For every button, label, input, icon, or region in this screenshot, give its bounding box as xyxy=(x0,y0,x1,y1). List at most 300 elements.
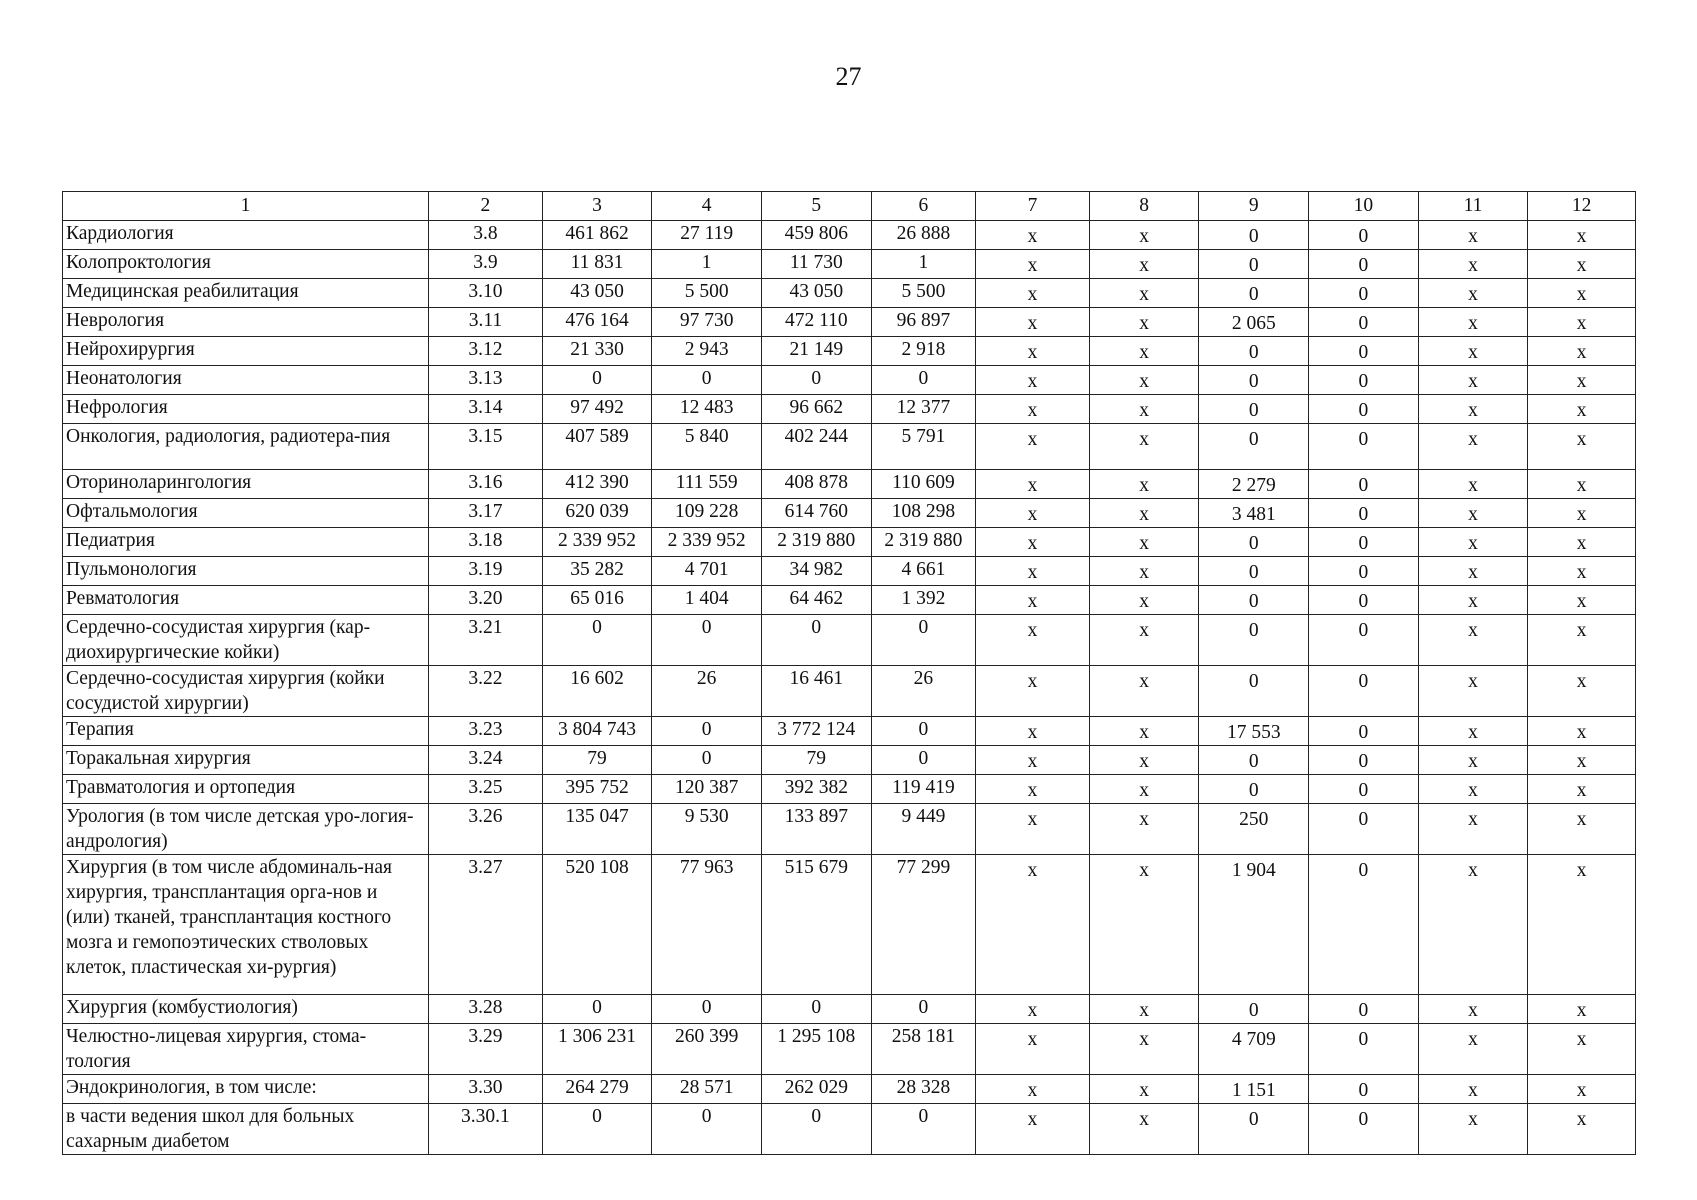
row-name-cell: Неонатология xyxy=(63,366,429,395)
col12-cell: x xyxy=(1528,1104,1636,1155)
col5-cell: 96 662 xyxy=(761,395,871,424)
col9-cell: 0 xyxy=(1199,995,1309,1024)
table-row xyxy=(63,395,1636,424)
page-number: 27 xyxy=(835,62,862,91)
column-number-1: 1 xyxy=(63,192,429,221)
col7-cell: x xyxy=(976,366,1090,395)
row-code-cell: 3.21 xyxy=(429,615,543,666)
col4-cell: 2 943 xyxy=(652,337,762,366)
col11-cell: x xyxy=(1418,666,1528,717)
row-name-cell: Эндокринология, в том числе: xyxy=(63,1075,429,1104)
col8-cell: x xyxy=(1089,279,1199,308)
col6-cell: 26 xyxy=(871,666,976,717)
col11-cell: x xyxy=(1418,366,1528,395)
row-name-cell: Терапия xyxy=(63,717,429,746)
col7-cell: x xyxy=(976,666,1090,717)
col4-cell: 109 228 xyxy=(652,499,762,528)
col3-cell: 11 831 xyxy=(542,250,652,279)
table-row xyxy=(63,470,1636,499)
col11-cell: x xyxy=(1418,746,1528,775)
col4-cell: 1 xyxy=(652,250,762,279)
col10-cell: 0 xyxy=(1309,746,1419,775)
row-code-cell: 3.30.1 xyxy=(429,1104,543,1155)
col7-cell: x xyxy=(976,499,1090,528)
col11-cell: x xyxy=(1418,1104,1528,1155)
column-number-12: 12 xyxy=(1528,192,1636,221)
row-code-cell: 3.26 xyxy=(429,804,543,855)
col3-cell: 407 589 xyxy=(542,424,652,470)
col7-cell: x xyxy=(976,804,1090,855)
column-number-7: 7 xyxy=(976,192,1090,221)
col9-cell: 0 xyxy=(1199,666,1309,717)
row-code-cell: 3.13 xyxy=(429,366,543,395)
table-row xyxy=(63,1104,1636,1155)
col6-cell: 12 377 xyxy=(871,395,976,424)
table-row xyxy=(63,746,1636,775)
column-number-4: 4 xyxy=(652,192,762,221)
row-code-cell: 3.18 xyxy=(429,528,543,557)
col5-cell: 79 xyxy=(761,746,871,775)
col5-cell: 0 xyxy=(761,995,871,1024)
col10-cell: 0 xyxy=(1309,528,1419,557)
col10-cell: 0 xyxy=(1309,1024,1419,1075)
col3-cell: 461 862 xyxy=(542,221,652,250)
col8-cell: x xyxy=(1089,855,1199,995)
col12-cell: x xyxy=(1528,424,1636,470)
col7-cell: x xyxy=(976,615,1090,666)
col8-cell: x xyxy=(1089,424,1199,470)
col3-cell: 0 xyxy=(542,366,652,395)
table-row xyxy=(63,499,1636,528)
col5-cell: 0 xyxy=(761,615,871,666)
col11-cell: x xyxy=(1418,615,1528,666)
col10-cell: 0 xyxy=(1309,221,1419,250)
column-number-11: 11 xyxy=(1418,192,1528,221)
col8-cell: x xyxy=(1089,586,1199,615)
row-code-cell: 3.23 xyxy=(429,717,543,746)
row-code-cell: 3.8 xyxy=(429,221,543,250)
col3-cell: 395 752 xyxy=(542,775,652,804)
table-row xyxy=(63,528,1636,557)
col6-cell: 0 xyxy=(871,1104,976,1155)
row-code-cell: 3.20 xyxy=(429,586,543,615)
col5-cell: 1 295 108 xyxy=(761,1024,871,1075)
col7-cell: x xyxy=(976,855,1090,995)
col7-cell: x xyxy=(976,424,1090,470)
col6-cell: 110 609 xyxy=(871,470,976,499)
col5-cell: 43 050 xyxy=(761,279,871,308)
col3-cell: 43 050 xyxy=(542,279,652,308)
column-number-10: 10 xyxy=(1309,192,1419,221)
col10-cell: 0 xyxy=(1309,775,1419,804)
col7-cell: x xyxy=(976,470,1090,499)
table-row xyxy=(63,995,1636,1024)
col9-cell: 0 xyxy=(1199,746,1309,775)
col6-cell: 9 449 xyxy=(871,804,976,855)
row-name-cell: Пульмонология xyxy=(63,557,429,586)
col3-cell: 3 804 743 xyxy=(542,717,652,746)
col6-cell: 96 897 xyxy=(871,308,976,337)
col11-cell: x xyxy=(1418,395,1528,424)
col11-cell: x xyxy=(1418,337,1528,366)
col4-cell: 77 963 xyxy=(652,855,762,995)
col8-cell: x xyxy=(1089,557,1199,586)
row-code-cell: 3.30 xyxy=(429,1075,543,1104)
col9-cell: 1 151 xyxy=(1199,1075,1309,1104)
col3-cell: 135 047 xyxy=(542,804,652,855)
col11-cell: x xyxy=(1418,279,1528,308)
col8-cell: x xyxy=(1089,250,1199,279)
col7-cell: x xyxy=(976,557,1090,586)
col9-cell: 3 481 xyxy=(1199,499,1309,528)
col11-cell: x xyxy=(1418,557,1528,586)
row-code-cell: 3.29 xyxy=(429,1024,543,1075)
col8-cell: x xyxy=(1089,804,1199,855)
col10-cell: 0 xyxy=(1309,424,1419,470)
row-code-cell: 3.17 xyxy=(429,499,543,528)
col11-cell: x xyxy=(1418,221,1528,250)
col9-cell: 1 904 xyxy=(1199,855,1309,995)
col7-cell: x xyxy=(976,279,1090,308)
col10-cell: 0 xyxy=(1309,470,1419,499)
col9-cell: 17 553 xyxy=(1199,717,1309,746)
table-row xyxy=(63,1024,1636,1075)
col6-cell: 5 500 xyxy=(871,279,976,308)
col11-cell: x xyxy=(1418,424,1528,470)
col11-cell: x xyxy=(1418,775,1528,804)
col9-cell: 0 xyxy=(1199,557,1309,586)
col10-cell: 0 xyxy=(1309,855,1419,995)
col12-cell: x xyxy=(1528,250,1636,279)
col6-cell: 0 xyxy=(871,717,976,746)
col7-cell: x xyxy=(976,775,1090,804)
col12-cell: x xyxy=(1528,221,1636,250)
col10-cell: 0 xyxy=(1309,250,1419,279)
row-name-cell: Торакальная хирургия xyxy=(63,746,429,775)
col4-cell: 0 xyxy=(652,746,762,775)
col8-cell: x xyxy=(1089,746,1199,775)
col10-cell: 0 xyxy=(1309,366,1419,395)
col5-cell: 64 462 xyxy=(761,586,871,615)
col5-cell: 614 760 xyxy=(761,499,871,528)
row-name-cell: Нефрология xyxy=(63,395,429,424)
table-row xyxy=(63,424,1636,470)
col6-cell: 258 181 xyxy=(871,1024,976,1075)
col12-cell: x xyxy=(1528,804,1636,855)
col7-cell: x xyxy=(976,586,1090,615)
row-code-cell: 3.27 xyxy=(429,855,543,995)
row-code-cell: 3.9 xyxy=(429,250,543,279)
table-row xyxy=(63,586,1636,615)
col4-cell: 26 xyxy=(652,666,762,717)
row-code-cell: 3.14 xyxy=(429,395,543,424)
col5-cell: 262 029 xyxy=(761,1075,871,1104)
table-row xyxy=(63,279,1636,308)
col7-cell: x xyxy=(976,995,1090,1024)
col6-cell: 0 xyxy=(871,366,976,395)
col11-cell: x xyxy=(1418,308,1528,337)
col4-cell: 0 xyxy=(652,995,762,1024)
col5-cell: 408 878 xyxy=(761,470,871,499)
col7-cell: x xyxy=(976,308,1090,337)
row-code-cell: 3.12 xyxy=(429,337,543,366)
col5-cell: 34 982 xyxy=(761,557,871,586)
col4-cell: 0 xyxy=(652,615,762,666)
col6-cell: 77 299 xyxy=(871,855,976,995)
col8-cell: x xyxy=(1089,717,1199,746)
col12-cell: x xyxy=(1528,666,1636,717)
col4-cell: 5 500 xyxy=(652,279,762,308)
row-name-cell: Сердечно-сосудистая хирургия (кар-диохирургические койки) xyxy=(63,615,429,666)
col5-cell: 11 730 xyxy=(761,250,871,279)
col9-cell: 0 xyxy=(1199,221,1309,250)
row-code-cell: 3.22 xyxy=(429,666,543,717)
col9-cell: 0 xyxy=(1199,615,1309,666)
row-name-cell: Офтальмология xyxy=(63,499,429,528)
col11-cell: x xyxy=(1418,717,1528,746)
col3-cell: 264 279 xyxy=(542,1075,652,1104)
col12-cell: x xyxy=(1528,746,1636,775)
col5-cell: 459 806 xyxy=(761,221,871,250)
col5-cell: 0 xyxy=(761,1104,871,1155)
col6-cell: 2 918 xyxy=(871,337,976,366)
table-row xyxy=(63,308,1636,337)
col12-cell: x xyxy=(1528,557,1636,586)
row-name-cell: Колопроктология xyxy=(63,250,429,279)
col4-cell: 27 119 xyxy=(652,221,762,250)
row-name-cell: Медицинская реабилитация xyxy=(63,279,429,308)
col4-cell: 111 559 xyxy=(652,470,762,499)
col12-cell: x xyxy=(1528,717,1636,746)
col3-cell: 97 492 xyxy=(542,395,652,424)
col9-cell: 0 xyxy=(1199,586,1309,615)
col12-cell: x xyxy=(1528,586,1636,615)
col10-cell: 0 xyxy=(1309,557,1419,586)
row-name-cell: Травматология и ортопедия xyxy=(63,775,429,804)
col3-cell: 412 390 xyxy=(542,470,652,499)
col9-cell: 4 709 xyxy=(1199,1024,1309,1075)
col12-cell: x xyxy=(1528,775,1636,804)
row-name-cell: Педиатрия xyxy=(63,528,429,557)
col9-cell: 0 xyxy=(1199,250,1309,279)
col7-cell: x xyxy=(976,395,1090,424)
col12-cell: x xyxy=(1528,366,1636,395)
row-name-cell: Хирургия (в том числе абдоминаль-ная хирургия, трансплантация орга-нов и (или) тканей, трансплантация костного мозга и гемопоэтических стволовых клеток, пластическая хи-рургия) xyxy=(63,855,429,995)
row-name-cell: Кардиология xyxy=(63,221,429,250)
col12-cell: x xyxy=(1528,855,1636,995)
col6-cell: 0 xyxy=(871,746,976,775)
col4-cell: 9 530 xyxy=(652,804,762,855)
col3-cell: 620 039 xyxy=(542,499,652,528)
col7-cell: x xyxy=(976,746,1090,775)
col8-cell: x xyxy=(1089,308,1199,337)
row-code-cell: 3.15 xyxy=(429,424,543,470)
row-code-cell: 3.28 xyxy=(429,995,543,1024)
col11-cell: x xyxy=(1418,855,1528,995)
column-number-5: 5 xyxy=(761,192,871,221)
col10-cell: 0 xyxy=(1309,717,1419,746)
col12-cell: x xyxy=(1528,279,1636,308)
col3-cell: 476 164 xyxy=(542,308,652,337)
col5-cell: 133 897 xyxy=(761,804,871,855)
col4-cell: 12 483 xyxy=(652,395,762,424)
col11-cell: x xyxy=(1418,470,1528,499)
col4-cell: 4 701 xyxy=(652,557,762,586)
col3-cell: 16 602 xyxy=(542,666,652,717)
col7-cell: x xyxy=(976,337,1090,366)
table-row xyxy=(63,250,1636,279)
col10-cell: 0 xyxy=(1309,666,1419,717)
col6-cell: 26 888 xyxy=(871,221,976,250)
col7-cell: x xyxy=(976,1024,1090,1075)
col12-cell: x xyxy=(1528,337,1636,366)
col4-cell: 0 xyxy=(652,717,762,746)
col3-cell: 79 xyxy=(542,746,652,775)
col8-cell: x xyxy=(1089,995,1199,1024)
col4-cell: 28 571 xyxy=(652,1075,762,1104)
row-name-cell: Онкология, радиология, радиотера-пия xyxy=(63,424,429,470)
col12-cell: x xyxy=(1528,308,1636,337)
col8-cell: x xyxy=(1089,395,1199,424)
table-row xyxy=(63,557,1636,586)
col3-cell: 1 306 231 xyxy=(542,1024,652,1075)
row-code-cell: 3.24 xyxy=(429,746,543,775)
col4-cell: 2 339 952 xyxy=(652,528,762,557)
col12-cell: x xyxy=(1528,1075,1636,1104)
col10-cell: 0 xyxy=(1309,586,1419,615)
row-code-cell: 3.16 xyxy=(429,470,543,499)
col9-cell: 2 065 xyxy=(1199,308,1309,337)
table-row xyxy=(63,855,1636,995)
col9-cell: 2 279 xyxy=(1199,470,1309,499)
col8-cell: x xyxy=(1089,775,1199,804)
col10-cell: 0 xyxy=(1309,615,1419,666)
col9-cell: 0 xyxy=(1199,395,1309,424)
table-row xyxy=(63,666,1636,717)
table-row xyxy=(63,615,1636,666)
col6-cell: 0 xyxy=(871,615,976,666)
row-name-cell: в части ведения школ для больных сахарным диабетом xyxy=(63,1104,429,1155)
table-row xyxy=(63,337,1636,366)
col11-cell: x xyxy=(1418,1024,1528,1075)
col3-cell: 35 282 xyxy=(542,557,652,586)
col4-cell: 1 404 xyxy=(652,586,762,615)
col8-cell: x xyxy=(1089,337,1199,366)
col7-cell: x xyxy=(976,1075,1090,1104)
col7-cell: x xyxy=(976,1104,1090,1155)
row-name-cell: Оториноларингология xyxy=(63,470,429,499)
col8-cell: x xyxy=(1089,499,1199,528)
row-name-cell: Нейрохирургия xyxy=(63,337,429,366)
col8-cell: x xyxy=(1089,1104,1199,1155)
col7-cell: x xyxy=(976,221,1090,250)
col6-cell: 28 328 xyxy=(871,1075,976,1104)
col4-cell: 120 387 xyxy=(652,775,762,804)
col9-cell: 0 xyxy=(1199,1104,1309,1155)
col11-cell: x xyxy=(1418,499,1528,528)
col10-cell: 0 xyxy=(1309,1075,1419,1104)
col3-cell: 65 016 xyxy=(542,586,652,615)
col7-cell: x xyxy=(976,717,1090,746)
col5-cell: 402 244 xyxy=(761,424,871,470)
row-name-cell: Урология (в том числе детская уро-логия-андрология) xyxy=(63,804,429,855)
col9-cell: 0 xyxy=(1199,424,1309,470)
table-row xyxy=(63,366,1636,395)
data-table xyxy=(62,191,1636,1155)
col8-cell: x xyxy=(1089,666,1199,717)
col12-cell: x xyxy=(1528,470,1636,499)
col3-cell: 520 108 xyxy=(542,855,652,995)
col3-cell: 0 xyxy=(542,1104,652,1155)
col11-cell: x xyxy=(1418,586,1528,615)
col11-cell: x xyxy=(1418,1075,1528,1104)
column-number-2: 2 xyxy=(429,192,543,221)
col4-cell: 0 xyxy=(652,1104,762,1155)
col10-cell: 0 xyxy=(1309,395,1419,424)
col8-cell: x xyxy=(1089,528,1199,557)
col8-cell: x xyxy=(1089,615,1199,666)
col10-cell: 0 xyxy=(1309,337,1419,366)
header-row xyxy=(63,192,1636,221)
col4-cell: 260 399 xyxy=(652,1024,762,1075)
col4-cell: 97 730 xyxy=(652,308,762,337)
col8-cell: x xyxy=(1089,1024,1199,1075)
col10-cell: 0 xyxy=(1309,804,1419,855)
col3-cell: 0 xyxy=(542,615,652,666)
col11-cell: x xyxy=(1418,528,1528,557)
col11-cell: x xyxy=(1418,995,1528,1024)
col10-cell: 0 xyxy=(1309,308,1419,337)
col11-cell: x xyxy=(1418,804,1528,855)
col8-cell: x xyxy=(1089,366,1199,395)
col9-cell: 0 xyxy=(1199,528,1309,557)
row-code-cell: 3.10 xyxy=(429,279,543,308)
col5-cell: 2 319 880 xyxy=(761,528,871,557)
col3-cell: 2 339 952 xyxy=(542,528,652,557)
row-name-cell: Неврология xyxy=(63,308,429,337)
table-row xyxy=(63,804,1636,855)
col12-cell: x xyxy=(1528,499,1636,528)
col12-cell: x xyxy=(1528,1024,1636,1075)
col7-cell: x xyxy=(976,250,1090,279)
col8-cell: x xyxy=(1089,1075,1199,1104)
col3-cell: 0 xyxy=(542,995,652,1024)
col8-cell: x xyxy=(1089,470,1199,499)
col5-cell: 3 772 124 xyxy=(761,717,871,746)
column-number-8: 8 xyxy=(1089,192,1199,221)
col5-cell: 392 382 xyxy=(761,775,871,804)
col5-cell: 515 679 xyxy=(761,855,871,995)
row-name-cell: Сердечно-сосудистая хирургия (койки сосудистой хирургии) xyxy=(63,666,429,717)
col5-cell: 0 xyxy=(761,366,871,395)
col9-cell: 0 xyxy=(1199,279,1309,308)
col4-cell: 0 xyxy=(652,366,762,395)
col8-cell: x xyxy=(1089,221,1199,250)
col5-cell: 472 110 xyxy=(761,308,871,337)
col6-cell: 108 298 xyxy=(871,499,976,528)
col12-cell: x xyxy=(1528,615,1636,666)
row-code-cell: 3.11 xyxy=(429,308,543,337)
col6-cell: 5 791 xyxy=(871,424,976,470)
column-number-6: 6 xyxy=(871,192,976,221)
col12-cell: x xyxy=(1528,995,1636,1024)
row-code-cell: 3.25 xyxy=(429,775,543,804)
col7-cell: x xyxy=(976,528,1090,557)
row-name-cell: Ревматология xyxy=(63,586,429,615)
row-name-cell: Челюстно-лицевая хирургия, стома-тология xyxy=(63,1024,429,1075)
col10-cell: 0 xyxy=(1309,1104,1419,1155)
col10-cell: 0 xyxy=(1309,279,1419,308)
